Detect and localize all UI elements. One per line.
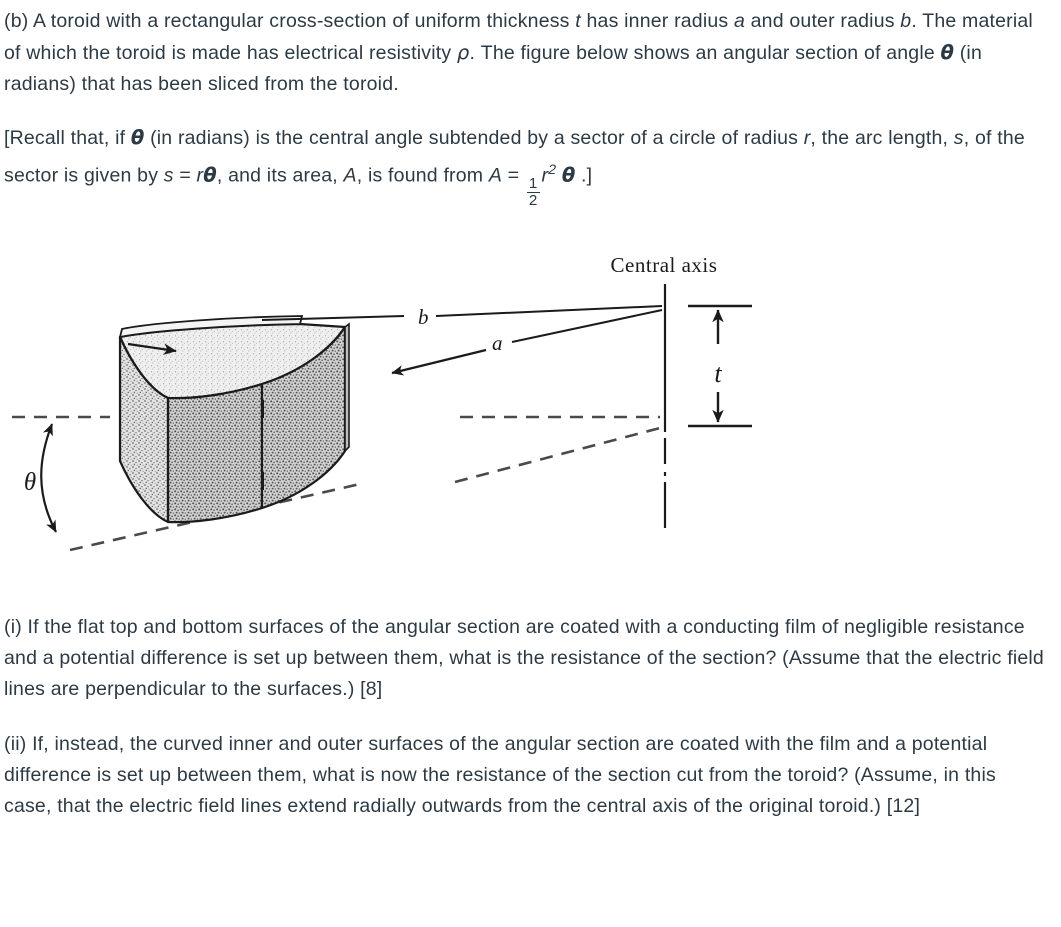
symbol-theta-recall: θ	[130, 126, 145, 149]
sub-i-text: If the flat top and bottom surfaces of the angular section are coated with a conducting film of negligible resistance and a potential difference is set up between them, what is the resistance of the section? (Assume that the electric field lines are perpendicular to the surfaces.)	[4, 616, 1044, 701]
figure-label-a: a	[492, 331, 503, 356]
var-radius-r: r	[803, 127, 811, 149]
recall-open: [Recall that, if	[4, 127, 131, 149]
recall-seg-4: , and its area,	[216, 164, 344, 187]
equation-area-lhs: A	[488, 164, 503, 187]
fraction-denominator: 2	[528, 191, 538, 209]
intro-seg-4: . The material of which the toroid is made has electrical resistivity	[4, 10, 1033, 64]
equation-area-theta: θ	[561, 163, 576, 187]
symbol-theta-intro: θ	[940, 41, 955, 64]
label-a-leader-arrow	[392, 350, 486, 373]
recall-seg-2: , the arc length,	[810, 127, 954, 149]
var-area-A: A	[343, 164, 357, 187]
recall-seg-5: , is found from	[356, 164, 489, 187]
wedge-outer-curved-sliver	[345, 324, 349, 451]
toroid-section-figure	[0, 232, 1061, 602]
theta-angle-arc	[41, 424, 56, 532]
equation-arc-theta: θ	[203, 163, 217, 187]
figure-label-t: t	[714, 359, 722, 389]
intro-seg-1: A toroid with a rectangular cross-section of uniform thickness	[32, 10, 576, 32]
equation-arc-equals: =	[173, 164, 197, 187]
symbol-rho: ρ	[456, 41, 470, 64]
var-inner-radius-a: a	[733, 10, 746, 32]
sub-question-ii	[0, 729, 1061, 822]
var-outer-radius-b: b	[900, 10, 912, 32]
question-page	[0, 6, 1061, 927]
rear-dashed-edge-to-axis	[455, 428, 660, 482]
equation-area-exponent: 2	[548, 161, 557, 177]
label-b-leader-right	[436, 306, 662, 316]
sub-question-i	[0, 612, 1061, 705]
recall-close: .]	[575, 164, 593, 187]
equation-area-equals: =	[502, 164, 525, 187]
intro-seg-5: . The figure below shows an angular section of angle	[469, 42, 941, 64]
sub-i-marks: [8]	[360, 678, 383, 701]
sub-ii-marks: [12]	[886, 795, 921, 818]
sub-ii-text: If, instead, the curved inner and outer surfaces of the angular section are coated with the film and a potential difference is set up between them, what is now the resistance of the section cut from the toroid? (Assume, in this case, that the electric field lines extend radially outwards from the central axis of the original toroid.)	[4, 733, 996, 818]
figure-svg	[0, 232, 1061, 602]
recall-seg-1: (in radians) is the central angle subtended by a sector of a circle of radius	[144, 127, 804, 149]
fraction-one-half	[527, 176, 540, 208]
sub-i-label: (i)	[4, 616, 22, 639]
label-a-leader-right	[512, 310, 662, 342]
intro-seg-2: has inner radius	[580, 10, 734, 32]
var-arc-s: s	[953, 127, 964, 149]
part-label: (b)	[4, 10, 29, 32]
figure-label-theta: θ	[23, 469, 37, 497]
var-thickness-t: t	[575, 10, 581, 32]
intro-seg-3: and outer radius	[745, 10, 901, 32]
wedge-front-left-face	[168, 384, 262, 522]
equation-area-r: r	[541, 164, 549, 187]
sub-ii-label: (ii)	[4, 733, 27, 756]
fraction-numerator: 1	[528, 175, 538, 193]
intro-seg-6: (in radians) that has been sliced from the toroid.	[4, 42, 982, 95]
recall-seg-3: , of the sector is given by	[4, 127, 1025, 187]
question-intro-paragraph	[0, 6, 1061, 100]
figure-central-axis-caption: Central axis	[610, 253, 718, 278]
equation-arc-r: r	[196, 164, 204, 187]
recall-paragraph	[0, 122, 1061, 208]
equation-arc-lhs: s	[163, 164, 174, 187]
figure-label-b: b	[418, 305, 429, 330]
